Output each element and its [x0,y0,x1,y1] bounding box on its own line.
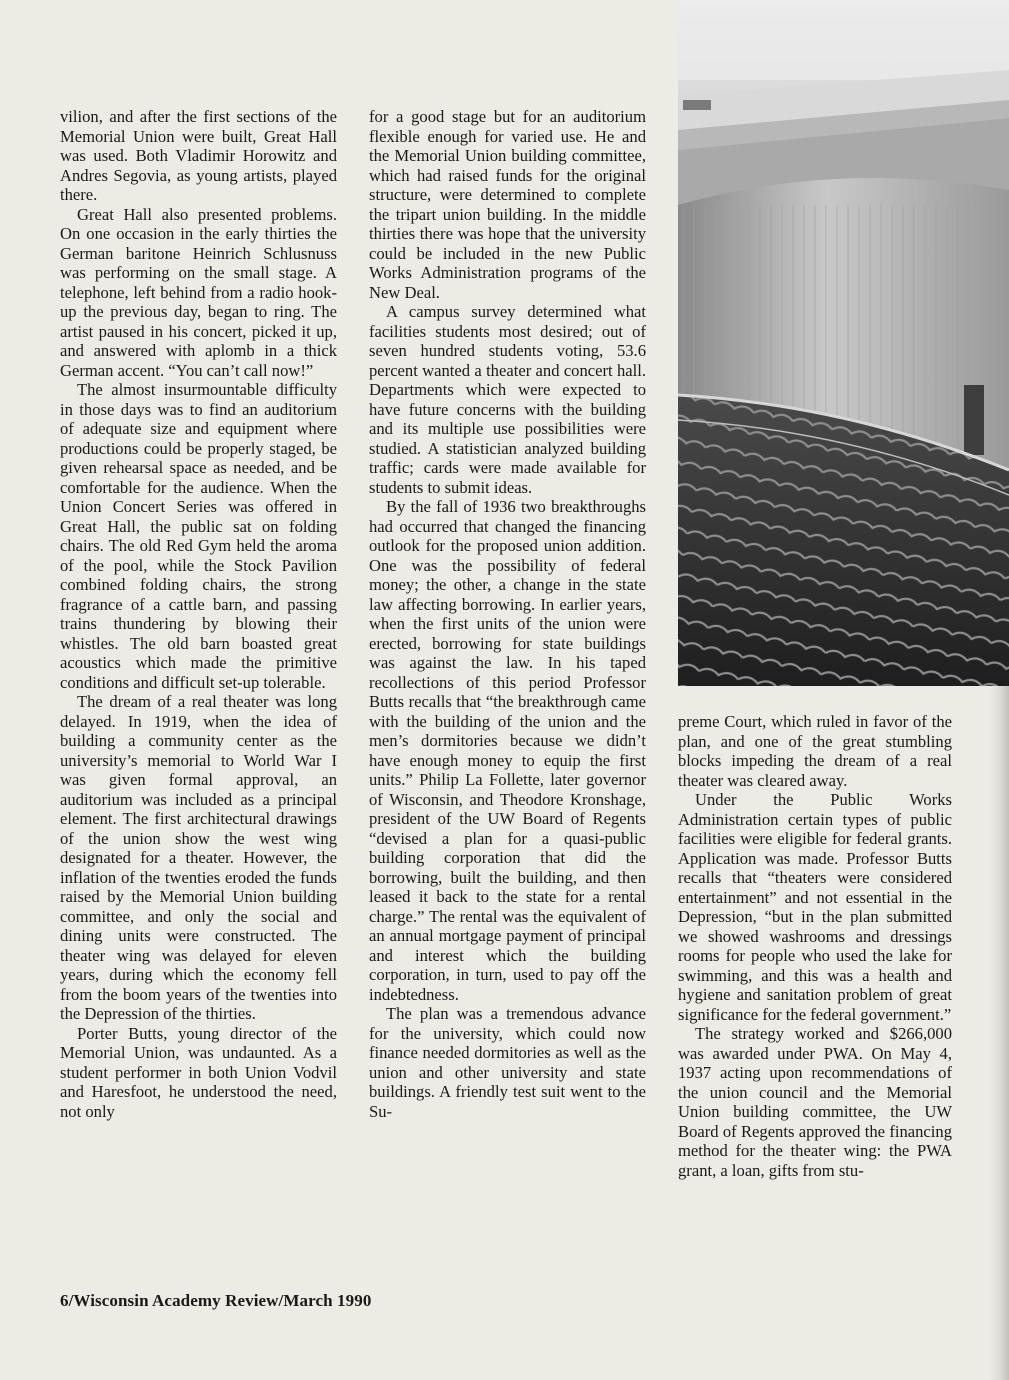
paragraph: preme Court, which ruled in favor of the plan, and one of the great stumbling blocks impeding the dream of a real theater was cleared away. [678,712,952,790]
theater-auditorium-photo [678,0,1009,686]
paragraph: Great Hall also presented problems. On one occasion in the early thirties the German baritone Heinrich Schlusnuss was performing on the small stage. A telephone, left behind from a radio hook-up the previous day, began to ring. The artist paused in his concert, picked it up, and answered with aplomb in a thick German accent. “You can’t call now!” [60,204,337,380]
page-gutter-shadow [990,686,1009,1380]
paragraph: The strategy worked and $266,000 was awarded under PWA. On May 4, 1937 acting upon recommendations of the union council and the Memorial Union building committee, the UW Board of Regents approved the financing method for the theater wing: the PWA grant, a loan, gifts from stu- [678,1024,952,1180]
article-column-1 [60,107,337,1121]
paragraph: A campus survey determined what facilities students most desired; out of seven hundred students voting, 53.6 percent wanted a theater and concert hall. Departments which were expected to have future concerns with the building and its multiple use possibilities were studied. A statistician analyzed building traffic; cards were made available for students to submit ideas. [369,302,646,497]
paragraph: for a good stage but for an auditorium flexible enough for varied use. He and the Memorial Union building committee, which had raised funds for the original structure, were determined to complete the tripart union building. In the middle thirties there was hope that the university could be included in the new Public Works Administration programs of the New Deal. [369,107,646,302]
paragraph: The plan was a tremendous advance for the university, which could now finance needed dormitories as well as the union and other university and state buildings. A friendly test suit went to the Su- [369,1004,646,1121]
article-column-2 [369,107,646,1121]
paragraph: vilion, and after the first sections of the Memorial Union were built, Great Hall was used. Both Vladimir Horowitz and Andres Segovia, as young artists, played there. [60,107,337,204]
page-folio: 6/Wisconsin Academy Review/March 1990 [60,1291,372,1310]
paragraph: The dream of a real theater was long delayed. In 1919, when the idea of building a community center as the university’s memorial to World War I was given formal approval, an auditorium was included as a principal element. The first architectural drawings of the union show the west wing designated for a theater. However, the inflation of the twenties eroded the funds raised by the Memorial Union building committee, and only the social and dining units were constructed. The theater wing was delayed for eleven years, during which the economy fell from the boom years of the twenties into the Depression of the thirties. [60,692,337,1023]
article-column-3 [678,712,952,1180]
paragraph: By the fall of 1936 two breakthroughs had occurred that changed the financing outlook for the proposed union addition. One was the possibility of federal money; the other, a change in the state law affecting borrowing. In earlier years, when the first units of the union were erected, borrowing for state buildings was against the law. In his taped recollections of this period Professor Butts recalls that “the breakthrough came with the building of the union and the men’s dormitories because we didn’t have enough money to equip the first units.” Philip La Follette, later governor of Wisconsin, and Theodore Kronshage, president of the UW Board of Regents “devised a plan for a quasi-public building corporation that did the borrowing, built the building, and then leased it back to the state for a rental charge.” The rental was the equivalent of an annual mortgage payment of principal and interest which the building corporation, in turn, used to pay off the indebtedness. [369,497,646,1004]
paragraph: Porter Butts, young director of the Memorial Union, was undaunted. As a student performer in both Union Vodvil and Haresfoot, he understood the need, not only [60,1023,337,1121]
paragraph: Under the Public Works Administration certain types of public facilities were eligible for federal grants. Application was made. Professor Butts recalls that “theaters were considered entertainment” and not essential in the Depression, “but in the plan submitted we showed washrooms and dressings rooms for people who used the lake for swimming, and this was a health and hygiene and sanitation problem of great significance for the federal government.” [678,790,952,1024]
paragraph: The almost insurmountable difficulty in those days was to find an auditorium of adequate size and equipment where productions could be properly staged, be given rehearsal space as needed, and be comfortable for the audience. When the Union Concert Series was offered in Great Hall, the public sat on folding chairs. The old Red Gym held the aroma of the pool, while the Stock Pavilion combined folding chairs, the strong fragrance of a cattle barn, and passing trains thundering by blowing their whistles. The old barn boasted great acoustics which made the primitive conditions and difficult set-up tolerable. [60,380,337,692]
